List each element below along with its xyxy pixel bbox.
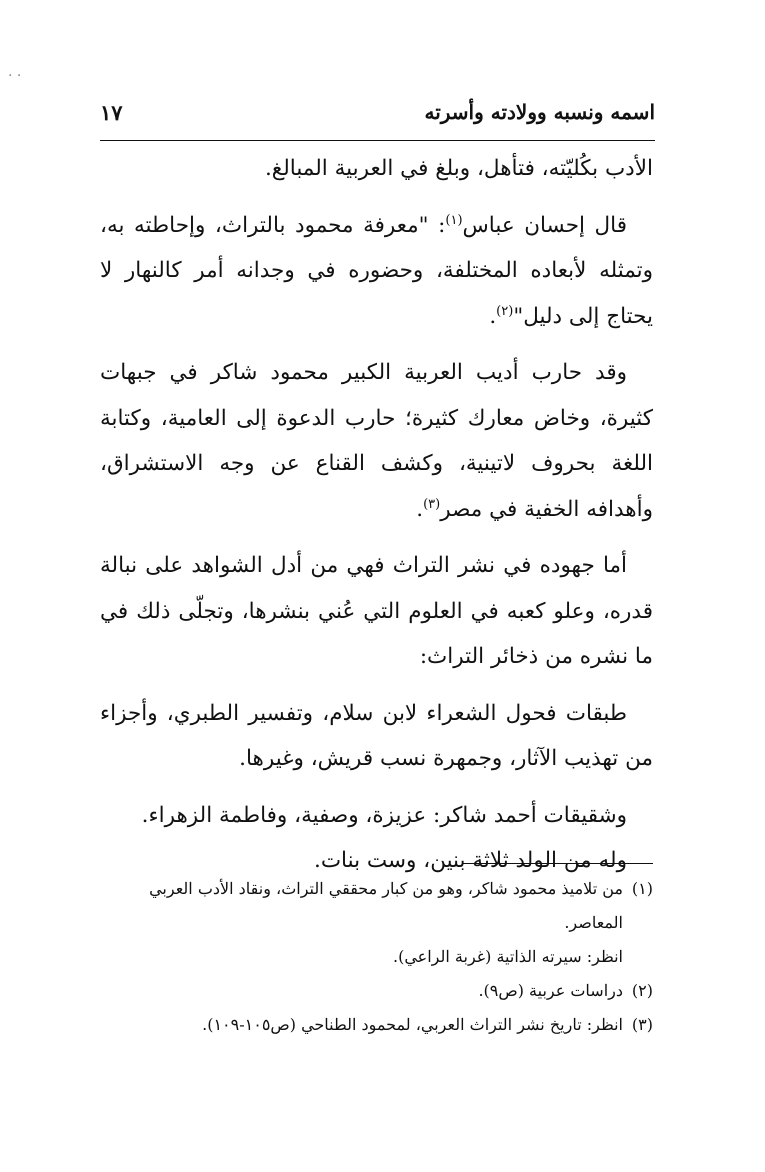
- footnote: [100, 872, 653, 940]
- scan-mark: . .: [8, 64, 22, 80]
- quote-text: : "معرفة محمود بالتراث، وإحاطته به، وتمثله لأبعاده المختلفة، وحضوره في وجدانه أمر كالنهار لا يحتاج إلى دليل": [100, 212, 653, 329]
- paragraph: وشقيقات أحمد شاكر: عزيزة، وصفية، وفاطمة الزهراء.: [141, 802, 627, 828]
- footnote-continuation: [100, 940, 653, 974]
- running-header: [100, 92, 655, 132]
- main-text: [100, 146, 653, 895]
- footnote-ref: (١): [445, 212, 463, 228]
- quote-paragraph: [100, 203, 653, 340]
- footnote-number: (٢): [631, 981, 653, 1000]
- paragraph: أما جهوده في نشر التراث فهي من أدل الشواهد على نبالة قدره، وعلو كعبه في العلوم التي عُني بنشرها، وتجلّى ذلك في ما نشره من ذخائر التراث:: [100, 553, 653, 669]
- header-rule: [100, 140, 655, 141]
- quote-end: .: [489, 303, 497, 329]
- footnote-text: من تلاميذ محمود شاكر، وهو من كبار محققي التراث، ونقاد الأدب العربي المعاصر.: [149, 879, 623, 932]
- chapter-title: اسمه ونسبه وولادته وأسرته: [424, 100, 655, 124]
- quote-lead: قال إحسان عباس: [462, 212, 628, 238]
- footnote-number: (٣): [631, 1015, 653, 1034]
- footnote-text: انظر: تاريخ نشر التراث العربي، لمحمود الطناحي (ص١٠٥-١٠٩).: [202, 1015, 623, 1034]
- footnotes: [100, 872, 653, 1042]
- paragraph: وله من الولد ثلاثة بنين، وست بنات.: [313, 848, 627, 873]
- paragraph-end: .: [416, 496, 424, 522]
- page-number: ١٧: [100, 99, 123, 125]
- footnote-separator: [463, 863, 653, 864]
- footnote-ref: (٣): [423, 496, 441, 512]
- footnote-text: انظر: سيرته الذاتية (غربة الراعي).: [393, 947, 623, 966]
- paragraph-text: وقد حارب أديب العربية الكبير محمود شاكر في جبهات كثيرة، وخاض معارك كثيرة؛ حارب الدعوة إلى العامية، وكتابة اللغة بحروف لاتينية، وكشف القناع عن وجه الاستشراق، وأهدافه الخفية في مصر: [100, 360, 653, 522]
- footnote: [100, 974, 653, 1008]
- footnote-text: دراسات عربية (ص٩).: [478, 981, 623, 1000]
- footnote-ref: (٢): [496, 303, 514, 319]
- footnote-number: (١): [631, 879, 653, 898]
- paragraph: [100, 350, 653, 532]
- paragraph: طبقات فحول الشعراء لابن سلام، وتفسير الطبري، وأجزاء من تهذيب الآثار، وجمهرة نسب قريش، وغيرها.: [100, 700, 653, 771]
- paragraph: الأدب بكُليّته، فتأهل، وبلغ في العربية المبالغ.: [264, 156, 653, 181]
- footnote: [100, 1008, 653, 1042]
